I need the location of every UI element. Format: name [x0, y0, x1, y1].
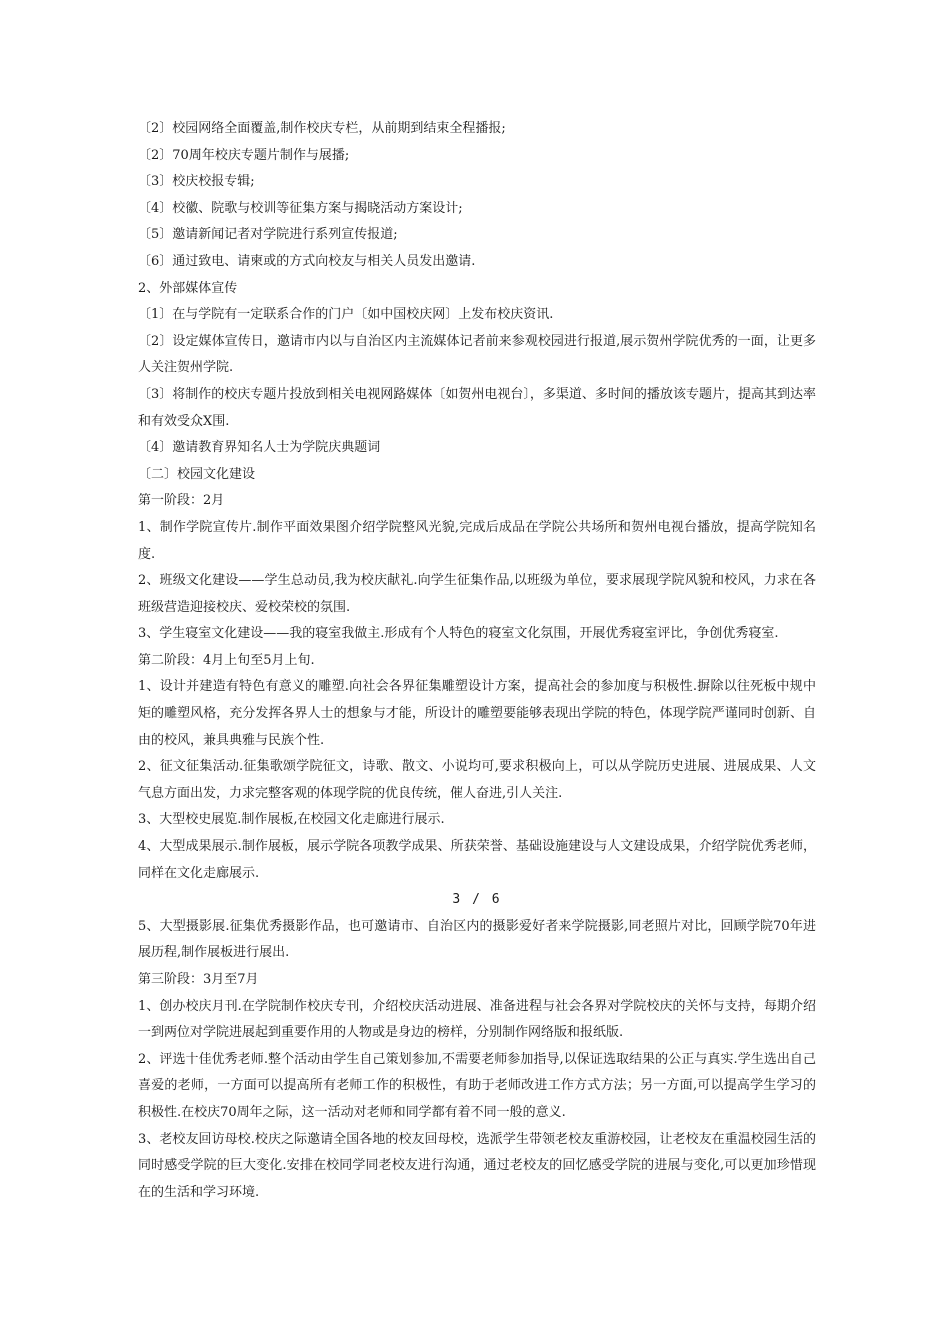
- paragraph: 〔1〕在与学院有一定联系合作的门户〔如中国校庆网〕上发布校庆资讯.: [138, 307, 554, 323]
- paragraph: 1、设计并建造有特色有意义的雕塑.向社会各界征集雕塑设计方案，提高社会的参加度与积极性.摒除以往死板中规中矩的雕塑风格，充分发挥各界人士的想象与才能，所设计的雕塑要能够表现出学院的特色，体现学院严谨同时创新、自由的校风，兼具典雅与民族个性.: [138, 679, 816, 748]
- paragraph: 4、大型成果展示.制作展板，展示学院各项教学成果、所获荣誉、基础设施建设与人文建设成果，介绍学院优秀老师，同样在文化走廊展示.: [138, 839, 816, 881]
- paragraph: 〔4〕邀请教育界知名人士为学院庆典题词: [138, 440, 381, 456]
- paragraph: 〔4〕校徽、院歌与校训等征集方案与揭晓活动方案设计;: [138, 200, 463, 216]
- paragraph: 〔2〕设定媒体宣传日，邀请市内以与自治区内主流媒体记者前来参观校园进行报道,展示贺州学院优秀的一面，让更多人关注贺州学院.: [138, 333, 816, 376]
- paragraph: 〔3〕校庆校报专辑;: [138, 174, 255, 190]
- section-top: [138, 116, 816, 887]
- paragraph: 〔2〕校园网络全面覆盖,制作校庆专栏，从前期到结束全程播报;: [138, 121, 506, 136]
- section-heading: 〔二〕校园文化建设: [138, 466, 256, 482]
- document-body: [138, 116, 816, 1206]
- section-heading: 2、外部媒体宣传: [138, 280, 238, 296]
- paragraph: 〔3〕将制作的校庆专题片投放到相关电视网路媒体〔如贺州电视台〕，多渠道、多时间的播放该专题片，提高其到达率和有效受众X围.: [138, 386, 816, 429]
- section-bottom: [138, 914, 816, 1207]
- paragraph: 5、大型摄影展.征集优秀摄影作品，也可邀请市、自治区内的摄影爱好者来学院摄影,同老照片对比，回顾学院70年进展历程,制作展板进行展出.: [138, 918, 816, 961]
- paragraph: 2、评选十佳优秀老师.整个活动由学生自己策划参加,不需要老师参加指导,以保证选取结果的公正与真实.学生选出自己喜爱的老师，一方面可以提高所有老师工作的积极性，有助于老师改进工作方式方法；另一方面,可以提高学生学习的积极性.在校庆70周年之际，这一活动对老师和同学都有着不同一般的意义.: [138, 1051, 816, 1120]
- page-number: 3 / 6: [452, 892, 502, 908]
- paragraph: 3、大型校史展览.制作展板,在校园文化走廊进行展示.: [138, 812, 445, 828]
- paragraph: 3、学生寝室文化建设——我的寝室我做主.形成有个人特色的寝室文化氛围，开展优秀寝室评比，争创优秀寝室.: [138, 626, 779, 642]
- phase-heading: 第三阶段：3月至7月: [138, 972, 259, 987]
- paragraph: 〔2〕70周年校庆专题片制作与展播;: [138, 147, 350, 163]
- phase-heading: 第一阶段：2月: [138, 493, 225, 509]
- paragraph: 3、老校友回访母校.校庆之际邀请全国各地的校友回母校，选派学生带领老校友重游校园，让老校友在重温校园生活的同时感受学院的巨大变化.安排在校同学同老校友进行沟通，通过老校友的回忆感受学院的进展与变化,可以更加珍惜现在的生活和学习环境.: [138, 1131, 816, 1200]
- paragraph: 2、班级文化建设——学生总动员,我为校庆献礼.向学生征集作品,以班级为单位，要求展现学院风貌和校风，力求在各班级营造迎接校庆、爱校荣校的氛围.: [138, 573, 816, 615]
- paragraph: 〔6〕通过致电、请柬或的方式向校友与相关人员发出邀请.: [138, 253, 476, 269]
- phase-heading: 第二阶段：4月上旬至5月上旬.: [138, 652, 315, 668]
- paragraph: 1、制作学院宣传片.制作平面效果图介绍学院整风光貌,完成后成品在学院公共场所和贺州电视台播放，提高学院知名度.: [138, 519, 816, 562]
- paragraph: 1、创办校庆月刊.在学院制作校庆专刊，介绍校庆活动进展、准备进程与社会各界对学院校庆的关怀与支持，每期介绍一到两位对学院进展起到重要作用的人物或是身边的榜样，分别制作网络版和报纸版.: [138, 998, 816, 1041]
- paragraph: 2、征文征集活动.征集歌颂学院征文，诗歌、散文、小说均可,要求积极向上，可以从学院历史进展、进展成果、人文气息方面出发，力求完整客观的体现学院的优良传统，催人奋进,引人关注.: [138, 759, 816, 801]
- paragraph: 〔5〕邀请新闻记者对学院进行系列宣传报道;: [138, 227, 398, 243]
